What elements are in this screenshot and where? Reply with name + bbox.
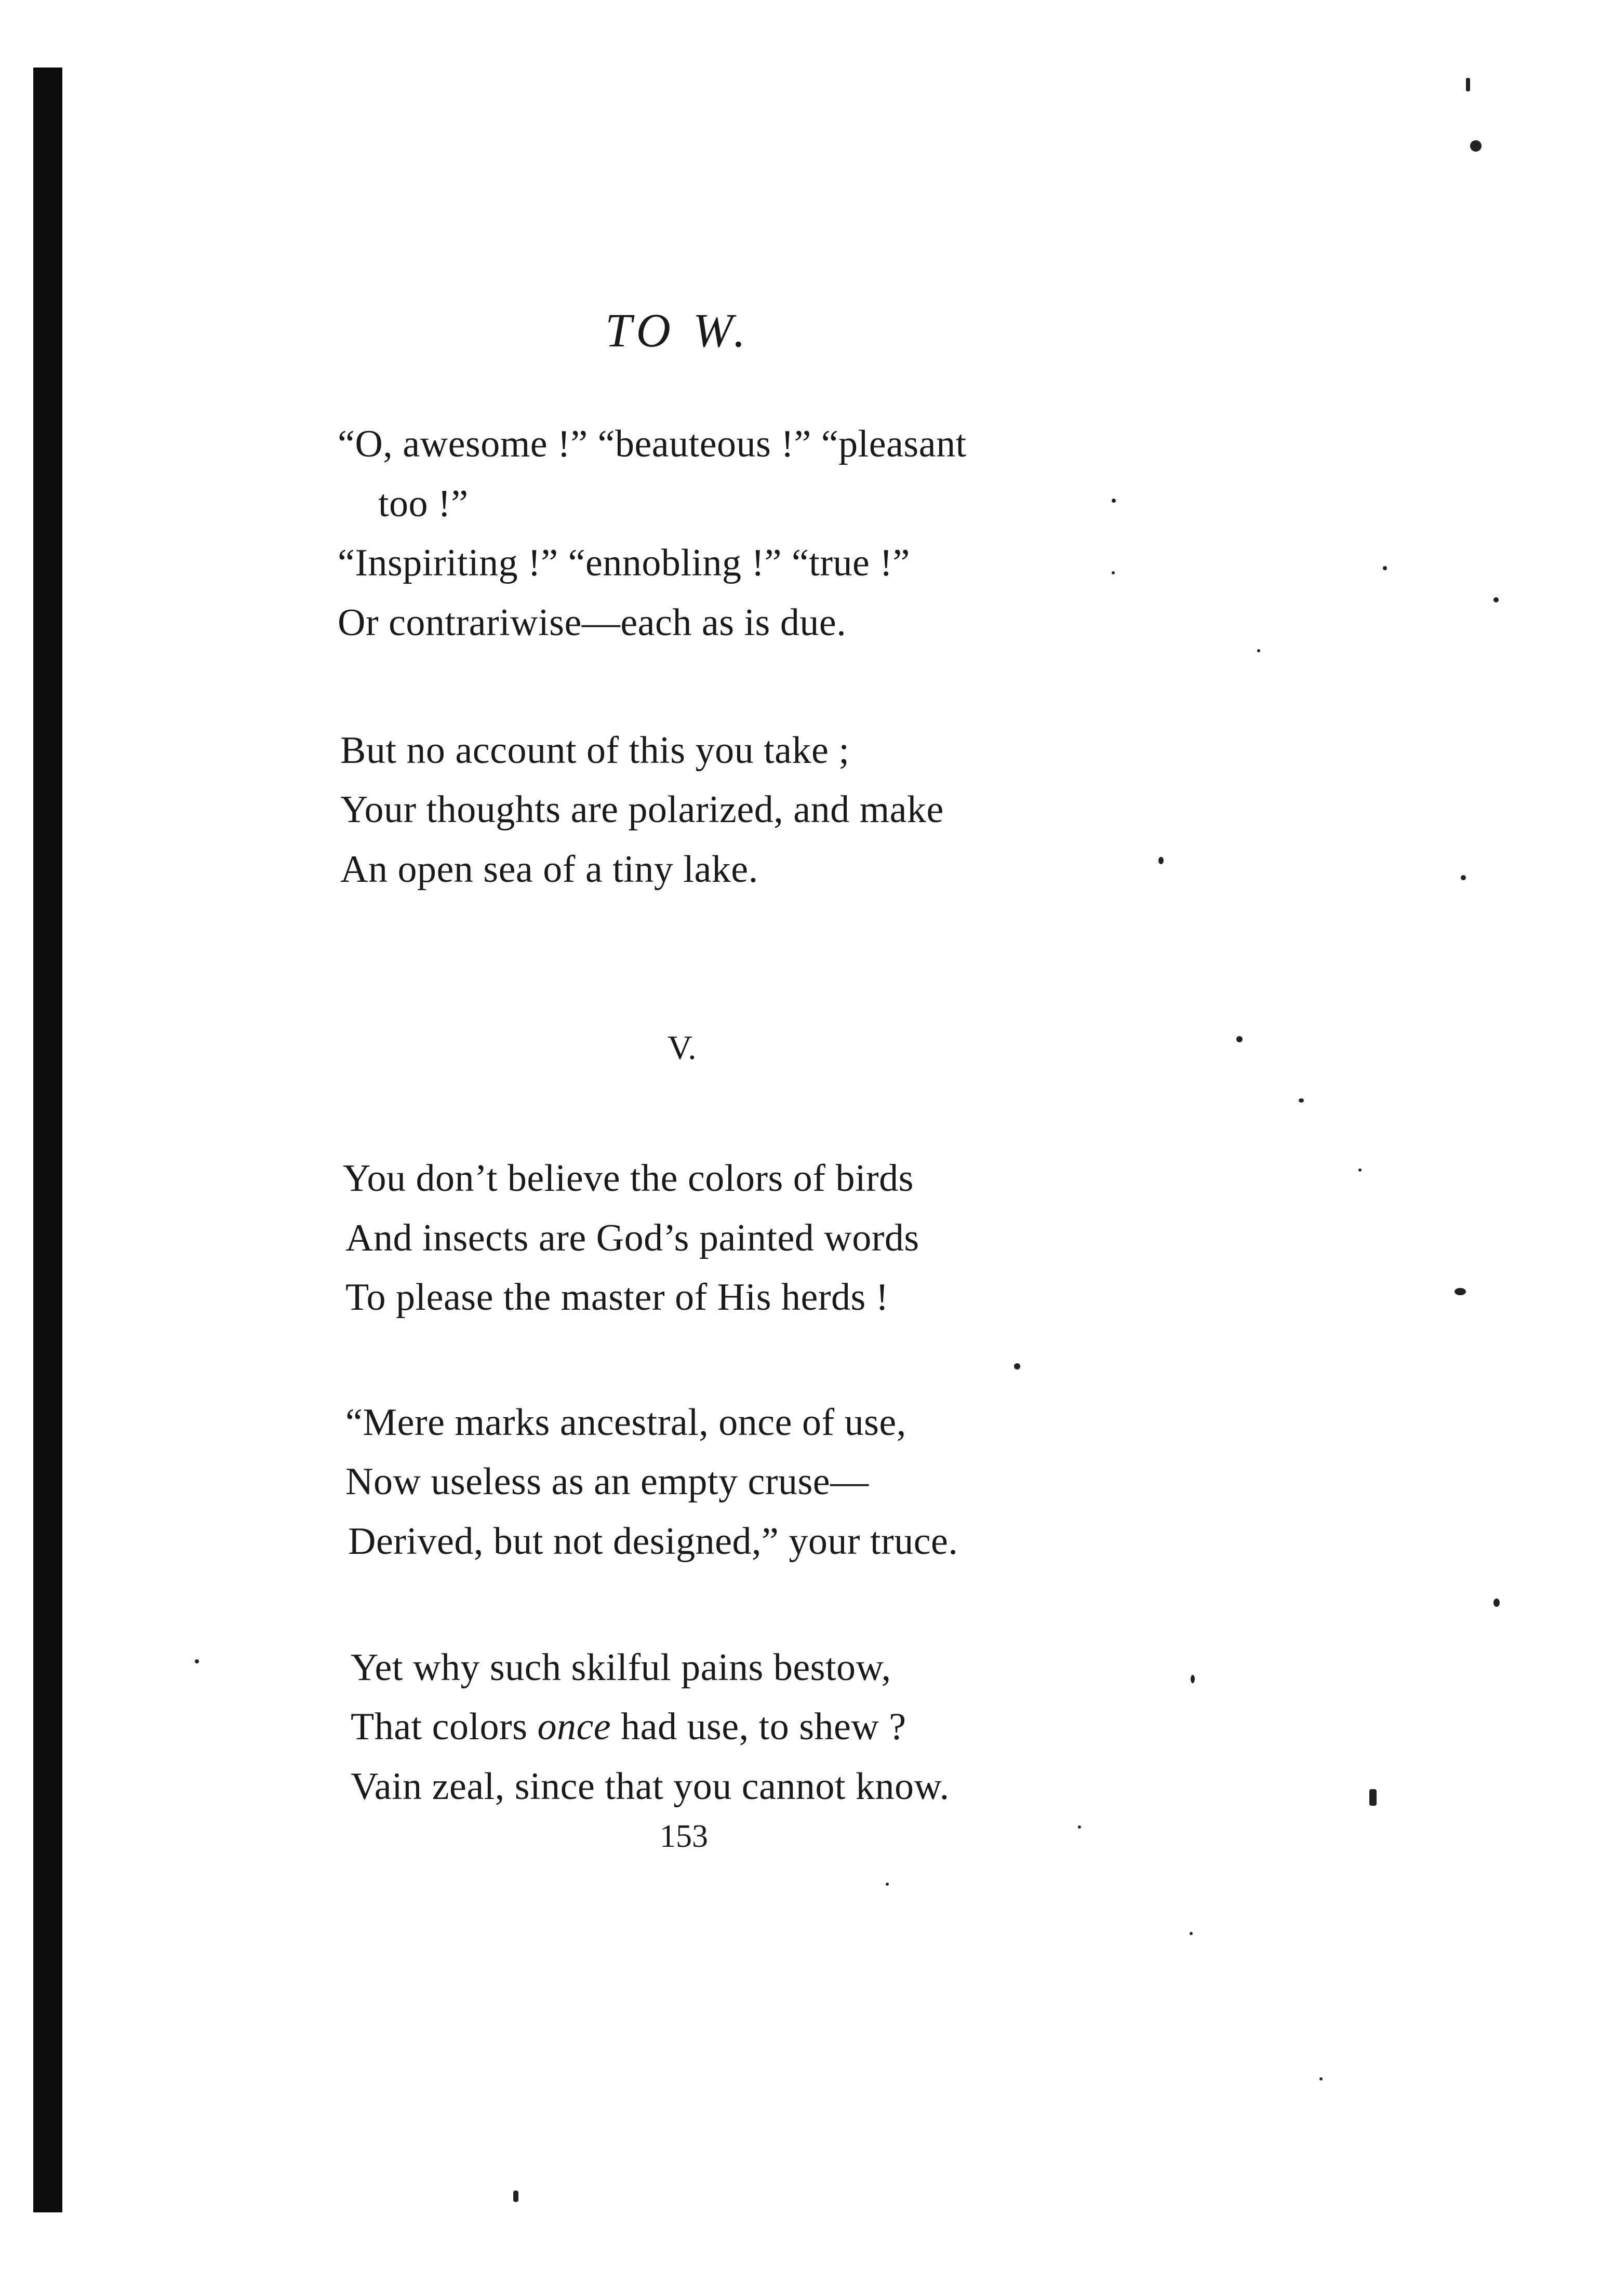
scan-speck	[886, 1883, 889, 1886]
scan-speck	[1470, 140, 1482, 152]
stanza-4-line-3: Derived, but not designed,” your truce.	[348, 1520, 958, 1563]
scan-speck	[1369, 1789, 1377, 1806]
scan-speck	[1257, 649, 1260, 652]
scan-speck	[1078, 1825, 1081, 1829]
stanza-1-line-1: “O, awesome !” “beauteous !” “pleasant	[338, 423, 967, 465]
scan-speck	[1383, 566, 1387, 570]
stanza-3-line-3: To please the master of His herds !	[345, 1276, 889, 1319]
scan-speck	[195, 1659, 199, 1663]
stanza-1-line-2: too !”	[378, 482, 469, 525]
page-header: TO W.	[605, 304, 751, 357]
stanza-5-line-2-start: That colors	[351, 1706, 538, 1748]
stanza-2-line-3: An open sea of a tiny lake.	[340, 848, 758, 891]
scan-speck	[1358, 1169, 1362, 1172]
scan-speck	[1014, 1363, 1020, 1369]
scan-speck	[1455, 1288, 1466, 1295]
stanza-1-line-4: Or contrariwise—each as is due.	[338, 601, 847, 644]
scan-speck	[1461, 875, 1466, 880]
stanza-5-line-2-end: had use, to shew ?	[611, 1706, 906, 1748]
stanza-3-line-2: And insects are God’s painted words	[345, 1217, 919, 1259]
binding-edge	[33, 68, 62, 2212]
page-number: 153	[660, 1819, 708, 1854]
stanza-4-line-2: Now useless as an empty cruse—	[345, 1460, 869, 1503]
stanza-3-line-1: You don’t believe the colors of birds	[343, 1157, 914, 1200]
scan-speck	[1299, 1098, 1304, 1103]
scan-speck	[1236, 1036, 1243, 1042]
scan-speck	[1190, 1932, 1193, 1935]
scan-speck	[1112, 571, 1115, 574]
stanza-4-line-1: “Mere marks ancestral, once of use,	[345, 1401, 906, 1444]
stanza-2-line-2: Your thoughts are polarized, and make	[340, 788, 944, 831]
section-numeral: V.	[668, 1029, 697, 1067]
stanza-5-line-2	[351, 1708, 906, 1746]
scan-speck	[1493, 597, 1499, 602]
scan-speck	[1112, 499, 1116, 503]
stanza-5-line-2-emphasis: once	[537, 1706, 611, 1748]
scan-speck	[1493, 1599, 1500, 1607]
scan-speck	[1158, 857, 1164, 864]
scan-speck	[1466, 78, 1470, 91]
scan-speck	[513, 2191, 518, 2202]
stanza-1-line-3: “Inspiriting !” “ennobling !” “true !”	[338, 542, 910, 584]
scan-speck	[1191, 1675, 1195, 1683]
stanza-5-line-1: Yet why such skilful pains bestow,	[351, 1646, 891, 1689]
stanza-2-line-1: But no account of this you take ;	[340, 729, 850, 772]
scan-speck	[1319, 2077, 1323, 2080]
stanza-5-line-3: Vain zeal, since that you cannot know.	[351, 1765, 950, 1808]
